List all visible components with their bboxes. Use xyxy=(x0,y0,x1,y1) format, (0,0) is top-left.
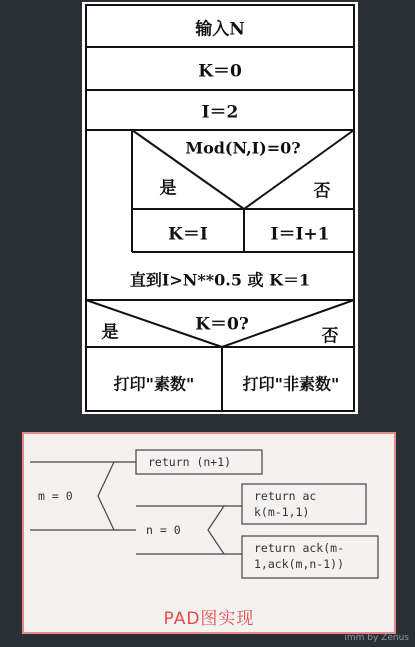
yes-branch-label: 是 xyxy=(159,178,177,199)
pad-diagram xyxy=(22,432,396,634)
return-ack-base-text: return ac k(m-1,1) xyxy=(254,489,317,519)
mod-condition-label: Mod(N,I)=0? xyxy=(185,138,301,158)
input-n-label: 输入N xyxy=(195,19,245,40)
k-init-label: K＝0 xyxy=(198,61,242,82)
k-assign-label: K＝I xyxy=(168,224,208,245)
watermark-text: imm by Zenus xyxy=(344,633,409,643)
return-ack-recursive-text: return ack(m- 1,ack(m,n-1)) xyxy=(254,541,345,571)
until-condition-label: 直到I>N**0.5 或 K＝1 xyxy=(129,270,311,290)
print-prime-label: 打印"素数" xyxy=(113,374,195,394)
k-zero-condition-label: K＝0? xyxy=(195,314,249,335)
yes-branch-label-2: 是 xyxy=(101,322,119,343)
no-branch-label-2: 否 xyxy=(321,326,339,347)
return-n-plus-1-text: return (n+1) xyxy=(148,455,232,469)
i-increment-label: I＝I+1 xyxy=(270,224,330,245)
n-condition-text: n = 0 xyxy=(146,523,181,537)
no-branch-label: 否 xyxy=(313,181,331,202)
pad-title: PAD图实现 xyxy=(163,609,255,629)
i-init-label: I＝2 xyxy=(201,102,239,123)
ns-flowchart xyxy=(82,2,358,414)
print-nonprime-label: 打印"非素数" xyxy=(242,374,340,394)
m-condition-text: m = 0 xyxy=(38,489,73,503)
